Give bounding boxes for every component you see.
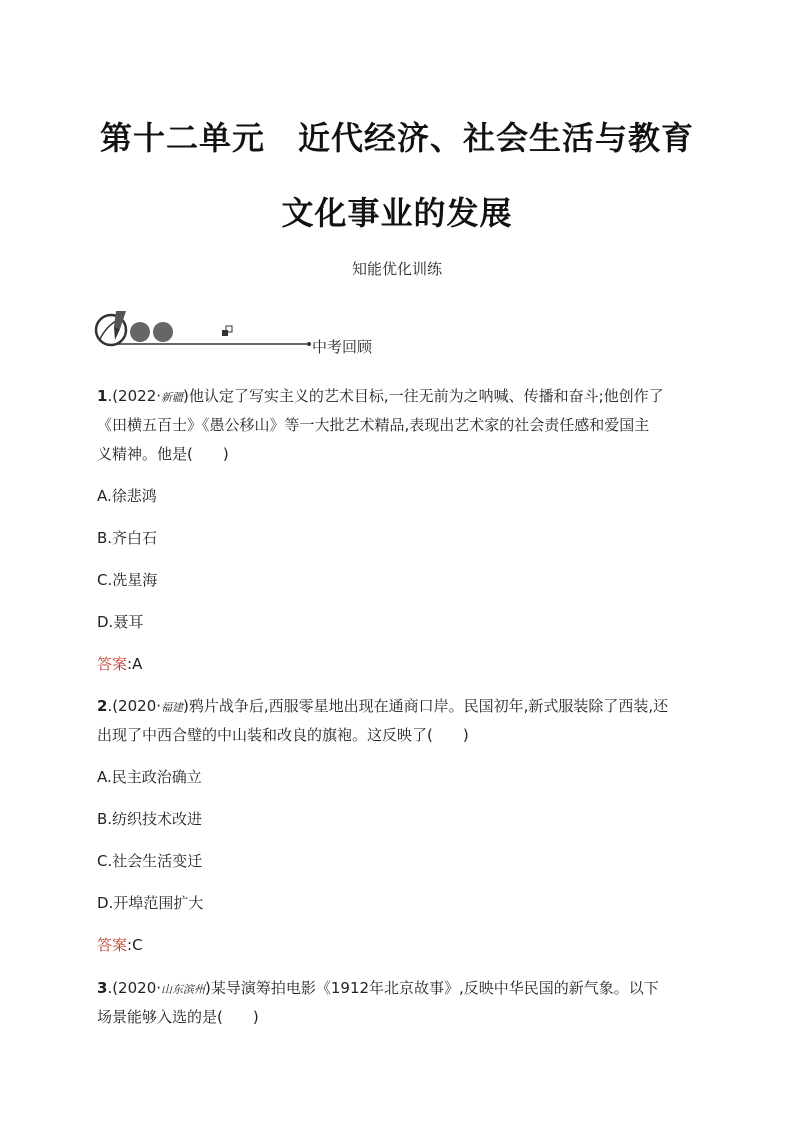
unit-title-line2: 文化事业的发展 [281,194,513,232]
answer-value: :A [127,655,143,673]
question-number: 3 [97,979,108,997]
question-source: 新疆 [161,391,183,404]
question-line: )他认定了写实主义的艺术目标,一往无前为之呐喊、传播和奋斗;他创作了 [183,387,664,405]
question-number: 2 [97,697,108,715]
decor-dot [153,322,173,342]
question-2-stem [97,696,668,718]
question-line: 出现了中西合璧的中山装和改良的旗袍。这反映了( ) [97,726,469,744]
banner-line-end [307,342,311,346]
option-a: A.徐悲鸿 [97,487,157,505]
unit-title: 第十二单元 近代经济、社会生活与教育 [99,119,694,157]
option-d: D.开埠范围扩大 [97,894,204,912]
answer-value: :C [127,936,143,954]
option-c: C.社会生活变迁 [97,852,203,870]
question-line: 《田横五百士》《愚公移山》等一大批艺术精品,表现出艺术家的社会责任感和爱国主 [97,416,650,434]
option-b: B.齐白石 [97,529,158,547]
question-1-stem [97,386,664,408]
question-prefix: .(2022· [107,387,161,405]
question-source: 山东滨州 [161,983,205,996]
question-number: 1 [97,387,108,405]
question-line: 场景能够入选的是( ) [97,1008,259,1026]
brush-palette-icon [96,311,126,345]
answer-line [97,654,142,674]
option-d: D.聂耳 [97,613,144,631]
question-line: )某导演筹拍电影《1912年北京故事》,反映中华民国的新气象。以下 [205,979,659,997]
answer-label: 答案 [97,655,128,673]
decor-square [222,330,228,336]
option-a: A.民主政治确立 [97,768,202,786]
question-line: )鸦片战争后,西服零星地出现在通商口岸。民国初年,新式服装除了西装,还 [183,697,669,715]
answer-label: 答案 [97,936,128,954]
section-label: 中考回顾 [312,338,373,356]
question-3-stem [97,978,659,1000]
decor-dot [130,322,150,342]
question-prefix: .(2020· [107,979,161,997]
question-line: 义精神。他是( ) [97,445,229,463]
answer-line [97,935,143,955]
question-prefix: .(2020· [107,697,161,715]
option-c: C.冼星海 [97,571,158,589]
option-b: B.纺织技术改进 [97,810,203,828]
page-subtitle: 知能优化训练 [351,260,442,278]
question-source: 福建 [161,701,183,714]
